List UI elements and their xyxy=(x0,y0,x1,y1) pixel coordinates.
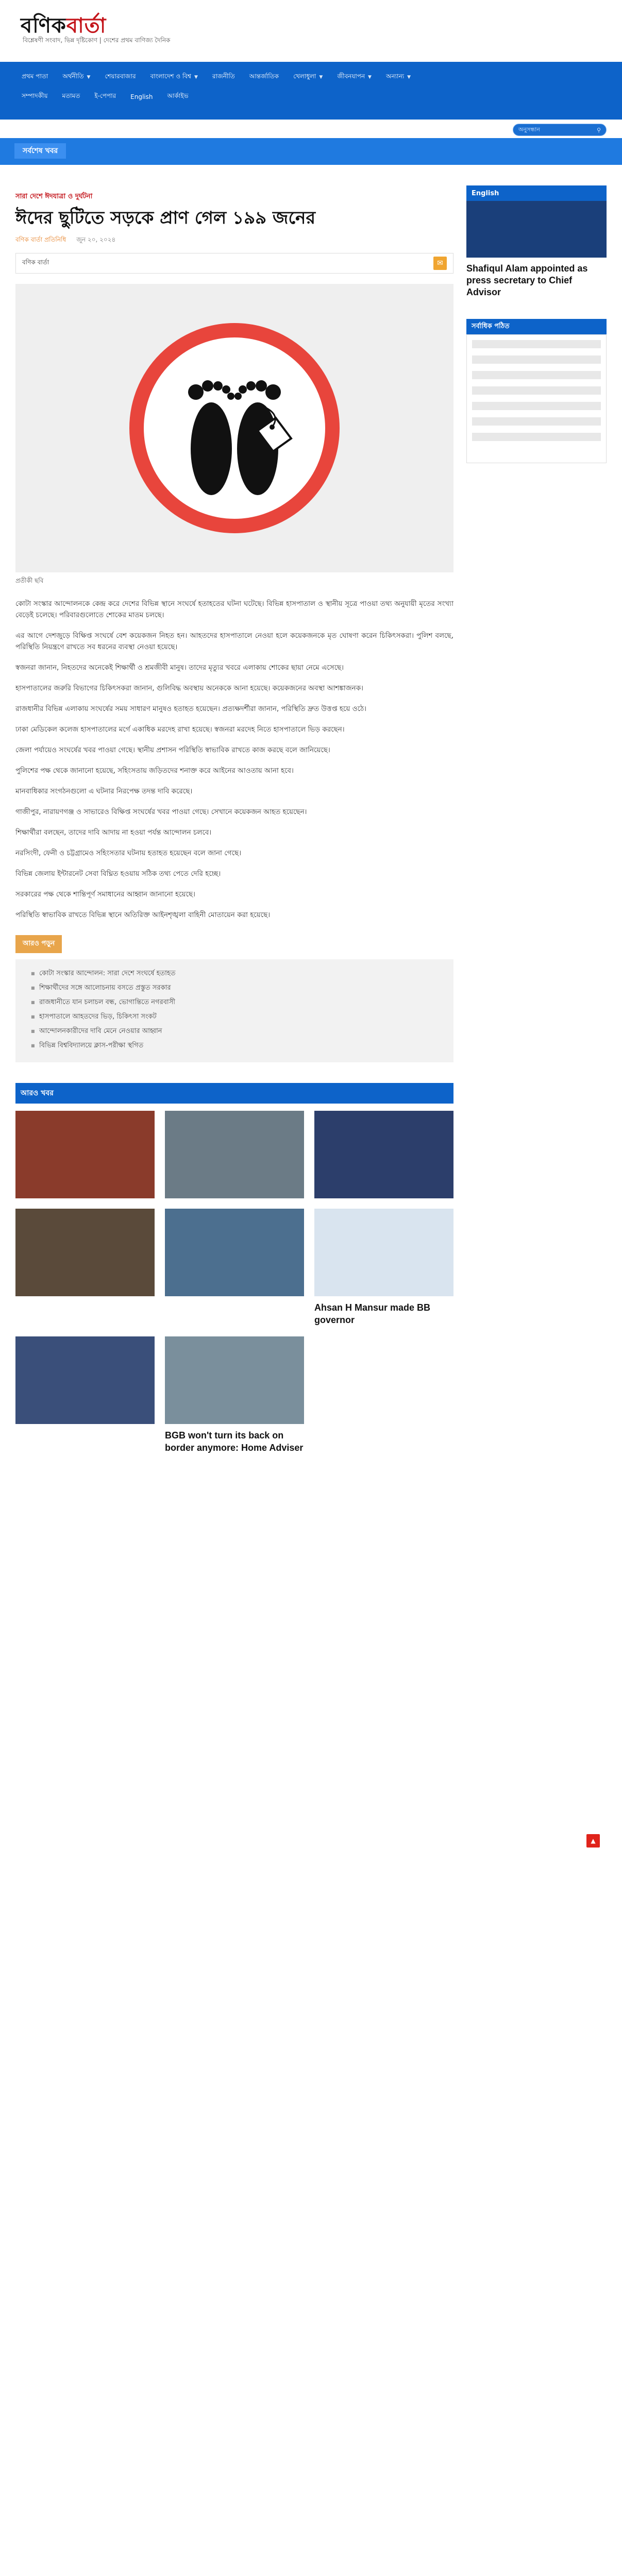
article-paragraph: সরকারের পক্ষ থেকে শান্তিপূর্ণ সমাধানের আহ্বান জানানো হয়েছে। xyxy=(15,890,195,899)
article-paragraph: পুলিশের পক্ষ থেকে জানানো হয়েছে, সহিংসতায় জড়িতদের শনাক্ত করে আইনের আওতায় আনা হবে। xyxy=(15,767,294,775)
nav-item[interactable] xyxy=(242,72,286,82)
logo-text: বণিক xyxy=(21,13,66,38)
nav-item[interactable] xyxy=(286,72,330,82)
nav-item-label: রাজনীতি xyxy=(212,73,235,80)
article-author: বণিক বার্তা প্রতিনিধি xyxy=(15,236,66,243)
nav-item-label: খেলাধুলা xyxy=(293,73,316,80)
nav-item[interactable] xyxy=(14,72,55,82)
article-paragraph: নরসিংদী, ফেনী ও চট্টগ্রামেও সহিংসতার ঘটনায় হতাহত হয়েছেন বলে জানা গেছে। xyxy=(15,849,242,857)
article-paragraph: এর আগে দেশজুড়ে বিক্ষিপ্ত সংঘর্ষে বেশ কয়েকজন নিহত হন। আহতদের হাসপাতালে নেওয়া হলে কয়েকজনকে মৃত ঘোষণা করেন চিকিৎসকরা। পুলিশ বলছে, পরিস্থিতি নিয়ন্ত্রণে রাখতে সব ধরনের ব্যবস্থা নেওয়া হয়েছে। xyxy=(15,632,453,651)
news-card-thumb[interactable] xyxy=(314,1209,453,1296)
nav-item-label: আর্কাইভ xyxy=(167,92,189,99)
sidebar-feature-title[interactable]: Shafiqul Alam appointed as press secretary to Chief Advisor xyxy=(466,263,588,297)
chevron-down-icon: ▼ xyxy=(87,75,91,80)
nav-item-label: মতামত xyxy=(62,92,80,99)
nav-item-label: সম্পাদকীয় xyxy=(22,92,48,99)
search-placeholder: অনুসন্ধান xyxy=(518,126,540,133)
sidebar xyxy=(466,185,607,463)
news-card[interactable] xyxy=(165,1336,304,1454)
article-source: বণিক বার্তা xyxy=(22,259,49,266)
sidebar-feature[interactable] xyxy=(466,201,607,298)
list-item[interactable] xyxy=(472,417,601,426)
news-card[interactable] xyxy=(314,1111,453,1198)
news-card[interactable] xyxy=(15,1209,155,1326)
nav-item-label: অন্যান্য xyxy=(385,73,405,80)
article-kicker[interactable]: সারা দেশে ঈদযাত্রা ও দুর্ঘটনা xyxy=(15,193,93,200)
related-item[interactable]: ■ শিক্ষার্থীদের সঙ্গে আলোচনায় বসতে প্রস্তুত সরকার xyxy=(31,982,438,994)
article-paragraph: মানবাধিকার সংগঠনগুলো এ ঘটনার নিরপেক্ষ তদন্ত দাবি করেছে। xyxy=(15,787,193,795)
sidebar-head-english[interactable]: English xyxy=(466,185,607,201)
article-paragraph: কোটা সংস্কার আন্দোলনকে কেন্দ্র করে দেশের বিভিন্ন স্থানে সংঘর্ষে হতাহতের ঘটনা ঘটেছে। বিভিন্ন হাসপাতাল ও স্থানীয় সূত্রে পাওয়া তথ্য অনুযায়ী মৃতের সংখ্যা বেড়েই চলেছে। পরিবারগুলোতে শোকের মাতম চলছে। xyxy=(15,600,453,619)
related-list xyxy=(15,959,453,1062)
article-paragraph: বিভিন্ন জেলায় ইন্টারনেট সেবা বিঘ্নিত হওয়ায় সঠিক তথ্য পেতে দেরি হচ্ছে। xyxy=(15,870,221,878)
list-item[interactable] xyxy=(472,386,601,395)
news-card-thumb[interactable] xyxy=(165,1209,304,1296)
nav-row-secondary xyxy=(14,90,196,104)
site-tagline: বিশ্লেষণী সংবাদ, ভিন্ন দৃষ্টিকোণ | দেশের প্রথম বাণিজ্য দৈনিক xyxy=(23,37,171,44)
article-main xyxy=(15,185,453,1454)
list-item[interactable] xyxy=(472,402,601,410)
article-paragraph: হাসপাতালের জরুরি বিভাগের চিকিৎসকরা জানান, গুলিবিদ্ধ অবস্থায় অনেককে আনা হয়েছে। কয়েকজনের অবস্থা আশঙ্কাজনক। xyxy=(15,684,364,692)
news-card-thumb[interactable] xyxy=(165,1111,304,1198)
chevron-down-icon: ▼ xyxy=(368,75,372,80)
logo-accent-text: বার্তা xyxy=(66,13,107,38)
article-paragraph: পরিস্থিতি স্বাভাবিক রাখতে বিভিন্ন স্থানে অতিরিক্ত আইনশৃঙ্খলা বাহিনী মোতায়েন করা হয়েছে। xyxy=(15,911,271,919)
more-news-cards xyxy=(15,1111,453,1454)
main-nav xyxy=(0,62,622,120)
nav-item[interactable] xyxy=(55,92,88,102)
article-paragraph: রাজধানীর বিভিন্ন এলাকায় সংঘর্ষের সময় সাধারণ মানুষও হতাহত হয়েছেন। প্রত্যক্ষদর্শীরা জানান, পরিস্থিতি দ্রুত উত্তপ্ত হয়ে ওঠে। xyxy=(15,705,367,713)
nav-item[interactable] xyxy=(55,72,97,82)
related-item[interactable]: ■ আন্দোলনকারীদের দাবি মেনে নেওয়ার আহ্বান xyxy=(31,1025,438,1038)
feet-tag-icon xyxy=(126,320,343,536)
nav-item[interactable] xyxy=(97,72,143,82)
related-item[interactable]: ■ বিভিন্ন বিশ্ববিদ্যালয়ে ক্লাস-পরীক্ষা স্থগিত xyxy=(31,1040,438,1052)
related-label: আরও পড়ুন xyxy=(15,935,62,953)
breaking-strip xyxy=(0,138,622,165)
article-paragraph: শিক্ষার্থীরা বলছেন, তাদের দাবি আদায় না হওয়া পর্যন্ত আন্দোলন চলবে। xyxy=(15,828,212,837)
news-card-title[interactable]: BGB won't turn its back on border anymore: Home Adviser xyxy=(165,1430,304,1453)
nav-item-label: বাংলাদেশ ও বিশ্ব xyxy=(150,73,191,80)
sidebar-feature-thumb xyxy=(466,201,607,258)
article-paragraph: ঢাকা মেডিকেল কলেজ হাসপাতালের মর্গে একাধিক মরদেহ রাখা হয়েছে। স্বজনরা মরদেহ নিতে হাসপাতালে ভিড় করছেন। xyxy=(15,725,345,734)
list-item[interactable] xyxy=(472,355,601,364)
news-card[interactable] xyxy=(165,1209,304,1326)
scroll-top-button[interactable]: ▲ xyxy=(586,1834,600,1848)
nav-item[interactable] xyxy=(123,93,160,100)
news-card[interactable] xyxy=(15,1336,155,1454)
news-card[interactable] xyxy=(165,1111,304,1198)
nav-item[interactable] xyxy=(87,92,123,102)
article-byline xyxy=(15,235,453,246)
nav-item[interactable] xyxy=(160,92,196,102)
nav-item-label: ই-পেপার xyxy=(94,92,116,99)
site-header xyxy=(0,0,622,62)
breaking-label[interactable]: সর্বশেষ খবর xyxy=(14,143,66,159)
news-card[interactable] xyxy=(15,1111,155,1198)
article-paragraph: জেলা পর্যায়েও সংঘর্ষের খবর পাওয়া গেছে। স্থানীয় প্রশাসন পরিস্থিতি স্বাভাবিক রাখতে কাজ করছে বলে জানিয়েছে। xyxy=(15,746,330,754)
nav-item-label: আন্তর্জাতিক xyxy=(249,73,279,80)
nav-item-label: শেয়ারবাজার xyxy=(105,73,136,80)
hero-caption: প্রতীকী ছবি xyxy=(15,577,44,584)
nav-item[interactable] xyxy=(205,72,242,82)
nav-item-label: প্রথম পাতা xyxy=(22,73,48,80)
nav-item-label: English xyxy=(130,93,153,100)
article-meta-bar xyxy=(15,253,453,274)
search-input[interactable] xyxy=(513,124,607,136)
chevron-down-icon: ▼ xyxy=(319,75,323,80)
list-item[interactable] xyxy=(472,371,601,379)
news-card-thumb[interactable] xyxy=(15,1336,155,1424)
news-card-thumb[interactable] xyxy=(314,1111,453,1198)
nav-item[interactable] xyxy=(14,92,55,102)
sidebar-popular-list xyxy=(466,334,607,463)
article-time: জুন ২০, ২০২৪ xyxy=(76,236,116,243)
more-news-label: আরও খবর xyxy=(21,1089,54,1097)
list-item[interactable] xyxy=(472,340,601,348)
nav-item-label: জীবনযাপন xyxy=(337,73,365,80)
article-body xyxy=(15,598,453,921)
share-icon[interactable]: ✉ xyxy=(433,257,447,270)
chevron-down-icon: ▼ xyxy=(194,75,198,80)
article-paragraph: গাজীপুর, নারায়ণগঞ্জ ও সাভারেও বিক্ষিপ্ত সংঘর্ষের খবর পাওয়া গেছে। সেখানে কয়েকজন আহত হয়েছেন। xyxy=(15,808,307,816)
search-icon: ⚲ xyxy=(596,126,601,133)
nav-item[interactable] xyxy=(330,72,379,82)
news-card-thumb[interactable] xyxy=(15,1111,155,1198)
article-hero-image xyxy=(15,284,453,572)
news-card-thumb[interactable] xyxy=(15,1209,155,1296)
nav-item[interactable] xyxy=(379,72,418,82)
related-item[interactable]: ■ রাজধানীতে যান চলাচল বন্ধ, ভোগান্তিতে নগরবাসী xyxy=(31,996,438,1009)
news-card-title[interactable]: Ahsan H Mansur made BB governor xyxy=(314,1302,431,1325)
article-headline: ঈদের ছুটিতে সড়কে প্রাণ গেল ১৯৯ জনের xyxy=(15,208,316,228)
news-card-thumb[interactable] xyxy=(165,1336,304,1424)
sidebar-head-popular: সর্বাধিক পঠিত xyxy=(466,319,607,334)
related-item[interactable]: ■ হাসপাতালে আহতদের ভিড়, চিকিৎসা সংকট xyxy=(31,1011,438,1023)
nav-item-label: অর্থনীতি xyxy=(62,73,84,80)
nav-row-primary xyxy=(14,70,418,84)
more-news-header xyxy=(15,1083,453,1104)
list-item[interactable] xyxy=(472,433,601,441)
related-item[interactable]: ■ কোটা সংস্কার আন্দোলন: সারা দেশে সংঘর্ষে হতাহত xyxy=(31,968,438,980)
news-card[interactable] xyxy=(314,1209,453,1326)
article-paragraph: স্বজনরা জানান, নিহতদের অনেকেই শিক্ষার্থী ও শ্রমজীবী মানুষ। তাদের মৃত্যুর খবরে এলাকায় শোকের ছায়া নেমে এসেছে। xyxy=(15,664,344,672)
nav-item[interactable] xyxy=(143,72,205,82)
chevron-down-icon: ▼ xyxy=(407,75,411,80)
